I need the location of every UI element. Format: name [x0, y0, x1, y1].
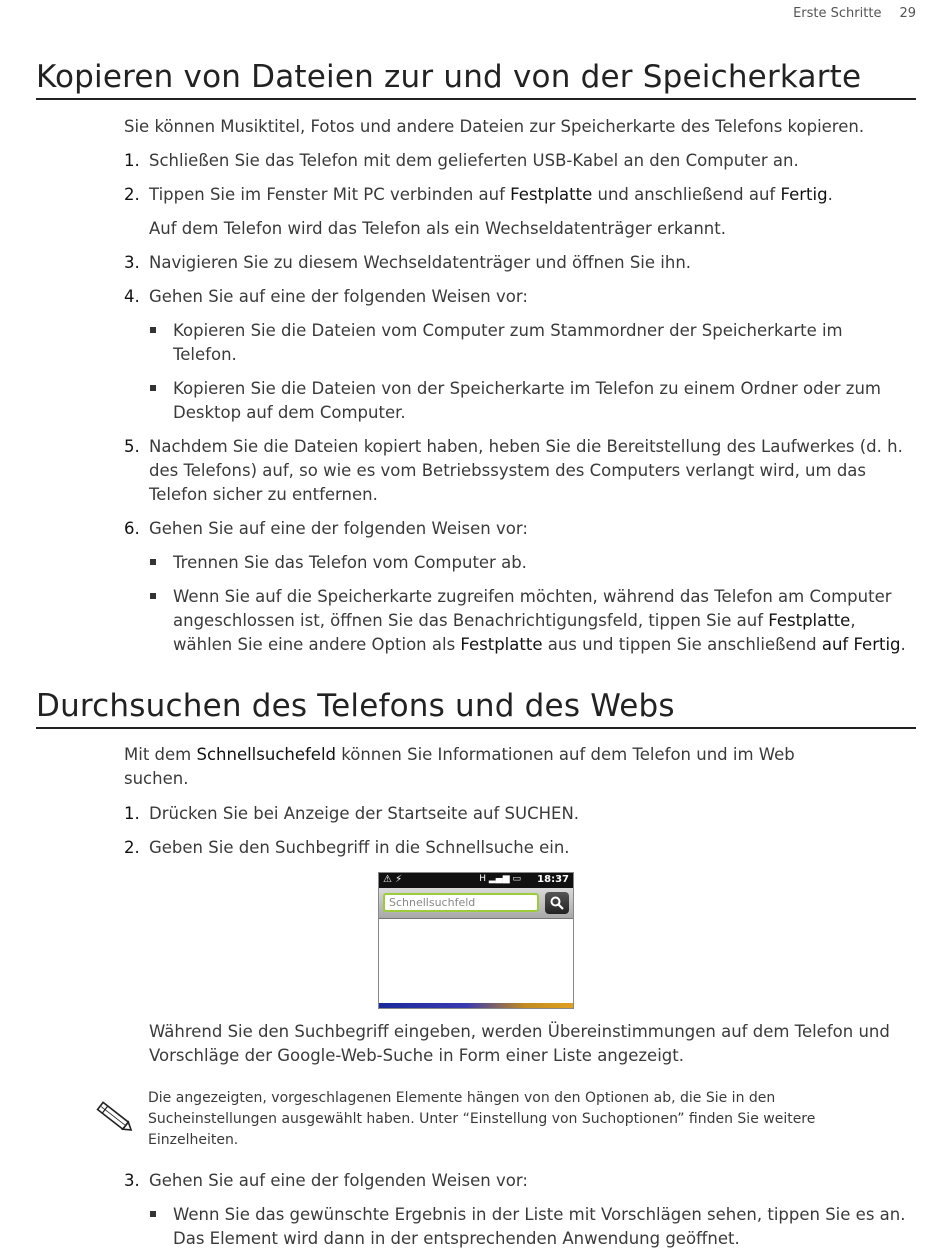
- step-text: Navigieren Sie zu diesem Wechseldatenträger und öffnen Sie ihn.: [149, 253, 692, 272]
- bold-term: Festplatte: [510, 185, 593, 204]
- step-number: 3.: [124, 253, 140, 272]
- warning-usb-icon: ⚠ ⚡: [383, 874, 403, 885]
- step-number: 2.: [124, 185, 140, 204]
- step-text: Gehen Sie auf eine der folgenden Weisen vor:: [149, 1171, 528, 1190]
- bullet-text: Kopieren Sie die Dateien von der Speicherkarte im Telefon zu einem Ordner oder zum Desktop auf dem Computer.: [173, 379, 881, 422]
- search-button[interactable]: [545, 892, 569, 914]
- section1-intro: Sie können Musiktitel, Fotos und andere Dateien zur Speicherkarte des Telefons kopieren.: [124, 117, 865, 136]
- step-text: Gehen Sie auf eine der folgenden Weisen vor:: [149, 287, 528, 306]
- step-text: Gehen Sie auf eine der folgenden Weisen vor:: [149, 519, 528, 538]
- page-header: [793, 6, 916, 21]
- step-number: 1.: [124, 804, 140, 823]
- bold-term: auf Fertig: [821, 635, 901, 654]
- step-text: Tippen Sie im Fenster Mit PC verbinden auf Festplatte und anschließend auf Fertig.: [149, 185, 833, 204]
- step-note: Auf dem Telefon wird das Telefon als ein Wechseldatenträger erkannt.: [149, 219, 726, 238]
- bullet-marker: [150, 327, 156, 333]
- section2-intro: Mit dem Schnellsuchefeld können Sie Informationen auf dem Telefon und im Web suchen.: [124, 745, 795, 788]
- step-number: 1.: [124, 151, 140, 170]
- step-number: 6.: [124, 519, 140, 538]
- phone-bottom-strip: [379, 1003, 573, 1008]
- network-signal-battery-icon: H ▂▄▆ ▭: [479, 874, 521, 884]
- step-text: Geben Sie den Suchbegriff in die Schnellsuche ein.: [149, 838, 570, 857]
- phone-screenshot: [378, 872, 574, 1009]
- search-icon: [550, 896, 564, 910]
- bullet-text: Kopieren Sie die Dateien vom Computer zum Stammordner der Speicherkarte im Telefon.: [173, 321, 843, 364]
- header-section-title: Erste Schritte: [793, 6, 882, 21]
- bullet-text: Wenn Sie das gewünschte Ergebnis in der Liste mit Vorschlägen sehen, tippen Sie es an. Das Element wird dann in der entsprechenden Anwendung geöffnet.: [173, 1205, 906, 1248]
- quick-search-field[interactable]: Schnellsuchfeld: [383, 893, 539, 912]
- step-text: Drücken Sie bei Anzeige der Startseite auf SUCHEN.: [149, 804, 580, 823]
- page-number: 29: [899, 6, 916, 21]
- note-text: Die angezeigten, vorgeschlagenen Elemente hängen von den Optionen ab, die Sie in den Sucheinstellungen ausgewählt haben. Unter “Einstellung von Suchoptionen” finden Sie weitere Einzelheiten.: [148, 1090, 816, 1148]
- bold-term: Festplatte: [460, 635, 543, 654]
- step-number: 2.: [124, 838, 140, 857]
- step-number: 4.: [124, 287, 140, 306]
- bold-term: Schnellsuchefeld: [196, 745, 337, 764]
- step-text: Schließen Sie das Telefon mit dem gelieferten USB-Kabel an den Computer an.: [149, 151, 799, 170]
- pencil-note-icon: [94, 1098, 136, 1138]
- bullet-marker: [150, 593, 156, 599]
- bullet-marker: [150, 1211, 156, 1217]
- phone-search-bar: [379, 888, 573, 919]
- phone-clock: 18:37: [537, 874, 569, 885]
- section-title-copy-files: Kopieren von Dateien zur und von der Speicherkarte: [36, 58, 916, 100]
- phone-status-bar: [379, 873, 573, 888]
- bullet-marker: [150, 559, 156, 565]
- bold-term: Festplatte: [768, 611, 851, 630]
- step-text: Nachdem Sie die Dateien kopiert haben, heben Sie die Bereitstellung des Laufwerkes (d. h. des Telefons) auf, so wie es vom Betriebssystem des Computers verlangt wird, um das Telefon sicher zu entfernen.: [149, 437, 903, 504]
- step-number: 3.: [124, 1171, 140, 1190]
- section-title-search: Durchsuchen des Telefons und des Webs: [36, 687, 916, 729]
- bullet-text: Wenn Sie auf die Speicherkarte zugreifen möchten, während das Telefon am Computer angeschlossen ist, öffnen Sie das Benachrichtigungsfeld, tippen Sie auf Festplatte, wählen Sie eine andere Option als Festplatte aus und tippen Sie anschließend auf Fertig.: [173, 587, 906, 654]
- step-number: 5.: [124, 437, 140, 456]
- bold-term: Fertig: [780, 185, 828, 204]
- step-text: Während Sie den Suchbegriff eingeben, werden Übereinstimmungen auf dem Telefon und Vorschläge der Google-Web-Suche in Form einer Liste angezeigt.: [149, 1022, 890, 1065]
- bullet-text: Trennen Sie das Telefon vom Computer ab.: [173, 553, 527, 572]
- bullet-marker: [150, 385, 156, 391]
